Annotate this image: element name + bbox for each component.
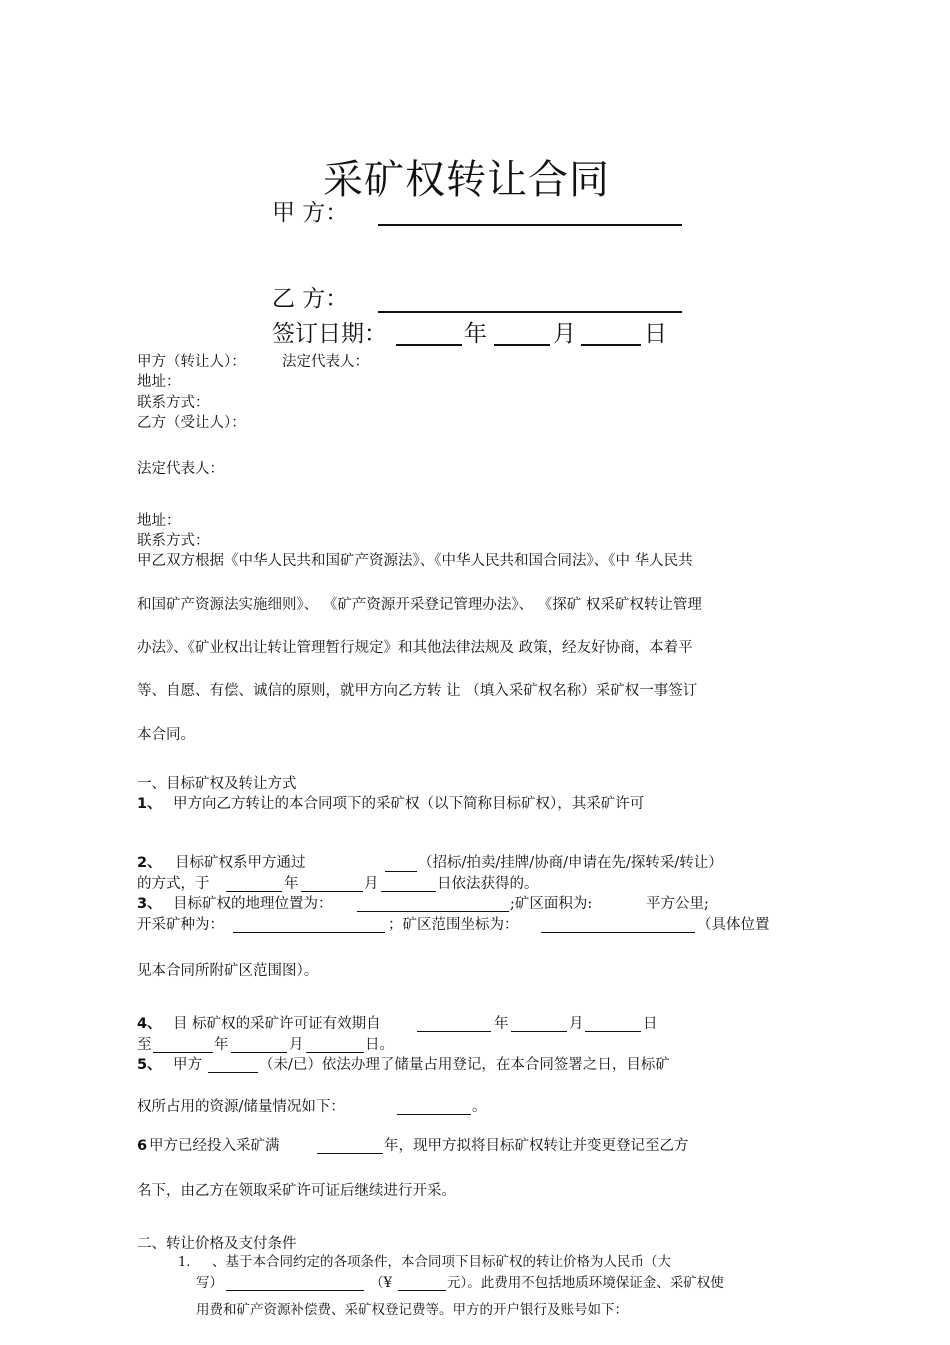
s1-item4-day2: 日。 bbox=[365, 1037, 394, 1053]
s1-item4-month2: 月 bbox=[289, 1037, 304, 1053]
s1-item2-text-d: 日依法获得的。 bbox=[437, 876, 539, 892]
legal-rep-b: 法定代表人： bbox=[137, 461, 224, 477]
s1-item6-num: 6 bbox=[137, 1138, 148, 1154]
address-a: 地址： bbox=[137, 374, 181, 390]
s1-item5-text-a: 甲方 bbox=[173, 1057, 202, 1073]
preamble-line-3: 办法》、《矿业权出让转让管理暂行规定》和其他法律法规及 政策，经友好协商，本着平 bbox=[137, 640, 693, 656]
s1-item2-text-a: 目标矿权系甲方通过 bbox=[175, 855, 306, 871]
s1-item2-num: 2、 bbox=[137, 855, 162, 871]
s1-item4-day: 日 bbox=[643, 1016, 658, 1032]
s1-item4-num: 4、 bbox=[137, 1016, 162, 1032]
s1-item2-blank[interactable] bbox=[385, 871, 417, 872]
s2-item1-text-a: 、基于本合同约定的各项条件，本合同项下目标矿权的转让价格为人民币（大 bbox=[212, 1254, 671, 1270]
s1-item5-blank[interactable] bbox=[208, 1072, 258, 1073]
s1-item2-day-blank[interactable] bbox=[381, 891, 436, 892]
preamble-line-5: 本合同。 bbox=[137, 727, 195, 743]
s1-item4-year: 年 bbox=[494, 1016, 509, 1032]
s1-item5-reserve-blank[interactable] bbox=[397, 1114, 471, 1115]
s1-item4-month2-blank[interactable] bbox=[231, 1052, 287, 1053]
s1-item3-location-blank[interactable] bbox=[357, 911, 509, 912]
s2-item1-text-b: 写） bbox=[196, 1275, 223, 1291]
s1-item4-month-blank[interactable] bbox=[511, 1031, 567, 1032]
s1-item2-text-b: （招标/拍卖/挂牌/协商/申请在先/探转采/转让） bbox=[418, 855, 723, 871]
s1-item4-day-blank[interactable] bbox=[585, 1031, 641, 1032]
s2-item1-text-d: 元）。此费用不包括地质环境保证金、采矿权使 bbox=[447, 1275, 724, 1291]
s1-item3-text-f: （具体位置 bbox=[697, 917, 770, 933]
party-a-label: 甲 方： bbox=[272, 200, 349, 226]
s2-item1-num: 1. bbox=[178, 1255, 191, 1270]
s1-item3-mineral-blank[interactable] bbox=[233, 932, 385, 933]
s1-item5-text-b: （未/已）依法办理了储量占用登记，在本合同签署之日，目标矿 bbox=[259, 1057, 670, 1073]
preamble-line-1: 甲乙双方根据《中华人民共和国矿产资源法》、《中华人民共和国合同法》、《中 华人民共 bbox=[137, 553, 693, 569]
s1-item4-month: 月 bbox=[569, 1016, 584, 1032]
s1-item6-text-a: 甲方已经投入采矿满 bbox=[149, 1138, 280, 1154]
s1-item3-text-g: 见本合同所附矿区范围图）。 bbox=[137, 963, 319, 979]
section-2-heading: 二、转让价格及支付条件 bbox=[137, 1236, 297, 1252]
sign-date-label: 签订日期： bbox=[272, 321, 387, 347]
s1-item4-year2: 年 bbox=[214, 1037, 229, 1053]
s1-item5-text-c: 权所占用的资源/储量情况如下： bbox=[137, 1099, 345, 1115]
s1-item3-num: 3、 bbox=[137, 896, 162, 912]
preamble-line-2: 和国矿产资源法实施细则》、 《矿产资源开采登记管理办法》、 《探矿 权采矿权转让管理 bbox=[137, 597, 702, 613]
s1-item3-text-e: ；矿区范围坐标为： bbox=[388, 917, 519, 933]
s2-item1-text-e: 用费和矿产资源补偿费、采矿权登记费等。甲方的开户银行及账号如下： bbox=[196, 1302, 628, 1318]
section-1-heading: 一、目标矿权及转让方式 bbox=[137, 776, 297, 792]
sign-year-label: 年 bbox=[464, 321, 487, 347]
s1-item5-num: 5、 bbox=[137, 1057, 162, 1073]
s1-item4-to: 至 bbox=[137, 1037, 152, 1053]
sign-day-blank[interactable] bbox=[581, 344, 641, 346]
party-b-transferee: 乙方（受让人）： bbox=[137, 415, 246, 431]
s1-item2-month-blank[interactable] bbox=[301, 891, 363, 892]
s1-item2-year: 年 bbox=[284, 876, 299, 892]
sign-day-label: 日 bbox=[644, 321, 667, 347]
s1-item4-text-a: 目 标矿权的采矿许可证有效期自 bbox=[173, 1016, 381, 1032]
s1-item4-year2-blank[interactable] bbox=[153, 1052, 213, 1053]
page-title: 采矿权转让合同 bbox=[323, 157, 610, 203]
s1-item6-years-blank[interactable] bbox=[317, 1153, 383, 1154]
sign-month-blank[interactable] bbox=[494, 344, 550, 346]
s1-item3-text-a: 目标矿权的地理位置为： bbox=[173, 896, 333, 912]
preamble-line-4: 等、自愿、有偿、诚信的原则，就甲方向乙方转 让 （填入采矿权名称）采矿权一事签订 bbox=[137, 683, 698, 699]
party-a-transferor: 甲方（转让人）： bbox=[137, 354, 246, 370]
s1-item6-text-c: 名下，由乙方在领取采矿许可证后继续进行开采。 bbox=[137, 1183, 456, 1199]
s2-item1-price-num-blank[interactable] bbox=[398, 1290, 446, 1291]
contact-a: 联系方式： bbox=[137, 395, 210, 411]
s1-item2-year-blank[interactable] bbox=[226, 891, 282, 892]
s1-item3-text-c: 平方公里; bbox=[646, 896, 709, 912]
sign-year-blank[interactable] bbox=[396, 344, 462, 346]
s1-item4-year-blank[interactable] bbox=[417, 1031, 491, 1032]
s1-item4-day2-blank[interactable] bbox=[306, 1052, 364, 1053]
s1-item3-text-b: ;矿区面积为: bbox=[510, 896, 593, 912]
s1-item1-num: 1、 bbox=[137, 796, 162, 812]
s1-item3-text-d: 开采矿种为： bbox=[137, 917, 224, 933]
legal-rep-a: 法定代表人： bbox=[282, 354, 369, 370]
sign-month-label: 月 bbox=[553, 321, 576, 347]
s1-item1-text: 甲方向乙方转让的本合同项下的采矿权（以下简称目标矿权），其采矿许可 bbox=[173, 796, 645, 812]
party-b-blank[interactable] bbox=[378, 311, 682, 313]
s2-item1-price-words-blank[interactable] bbox=[226, 1290, 364, 1291]
s1-item2-month: 月 bbox=[364, 876, 379, 892]
party-b-label: 乙 方： bbox=[272, 286, 349, 312]
s1-item5-end: 。 bbox=[472, 1099, 487, 1115]
s1-item6-text-b: 年，现甲方拟将目标矿权转让并变更登记至乙方 bbox=[384, 1138, 689, 1154]
s2-item1-text-c: （¥ bbox=[370, 1275, 393, 1291]
party-a-blank[interactable] bbox=[378, 224, 682, 226]
address-b: 地址： bbox=[137, 513, 181, 529]
contact-b: 联系方式： bbox=[137, 533, 210, 549]
s1-item3-coords-blank[interactable] bbox=[541, 932, 695, 933]
s1-item2-text-c: 的方式，于 bbox=[137, 876, 210, 892]
